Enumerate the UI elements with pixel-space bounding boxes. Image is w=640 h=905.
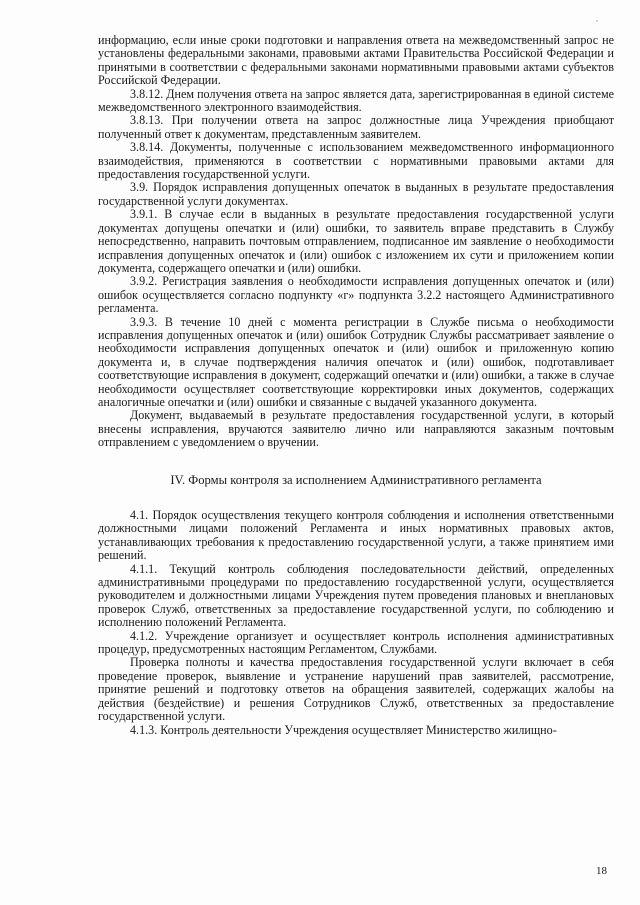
paragraph-3-8-12: 3.8.12. Днем получения ответа на запрос является дата, зарегистрированная в единой системе межведомственного электронного взаимодействия. (98, 86, 614, 115)
paragraph-3-8-14: 3.8.14. Документы, полученные с использованием межведомственного информационного взаимодействия, применяются в соответствии с нормативными правовыми актами для предоставления государственной услуги. (98, 140, 614, 182)
document-body (98, 34, 614, 737)
paragraph-3-9: 3.9. Порядок исправления допущенных опечаток в выданных в результате предоставления государственной услуги документах. (98, 180, 614, 208)
paragraph-4-1-2: 4.1.2. Учреждение организует и осуществляет контроль исполнения административных процедур, предусмотренных настоящим Регламентом, Службами. (98, 628, 614, 657)
paragraph-4-1: 4.1. Порядок осуществления текущего контроля соблюдения и исполнения ответственными должностными лицами положений Регламента и иных нормативных правовых актов, устанавливающих требования к предоставлению государственной услуги, а также принятием ими решений. (98, 508, 614, 563)
paragraph-4-1-1: 4.1.1. Текущий контроль соблюдения последовательности действий, определенных административными процедурами по предоставлению государственной услуги, осуществляется руководителем и должностными лицами Учреждения путем проведения плановых и внеплановых проверок Служб, ответственных за предоставление государственной услуги, по соблюдению и исполнению положений Регламента. (98, 561, 614, 630)
paragraph-document-corrections: Документ, выдаваемый в результате предоставления государственной услуги, в который внесены исправления, вручаются заявителю лично или направляются заказным почтовым отправлением с уведомлением о вручении. (98, 408, 614, 450)
paragraph-verification: Проверка полноты и качества предоставления государственной услуги включает в себя проведение проверок, выявление и устранение нарушений прав заявителей, рассмотрение, принятие решений и подготовку ответов на обращения заявителей, содержащих жалобы на действия (бездействие) и решения Сотрудников Служб, ответственных за предоставление государственной услуги. (98, 655, 614, 724)
section-heading: IV. Формы контроля за исполнением Административного регламента (170, 472, 542, 487)
scan-speck (596, 20, 598, 22)
paragraph-continuation: информацию, если иные сроки подготовки и направления ответа на межведомственный запрос не установлены федеральными законами, правовыми актами Правительства Российской Федерации и принятыми в соответствии с федеральными законами нормативными правовыми актами субъектов Российской Федерации. (98, 33, 614, 88)
paragraph-4-1-3: 4.1.3. Контроль деятельности Учреждения осуществляет Министерство жилищно- (130, 722, 557, 737)
paragraph-3-8-13: 3.8.13. При получении ответа на запрос должностные лица Учреждения приобщают полученный ответ к документам, представленным заявителем. (98, 113, 614, 141)
paragraph-3-9-3: 3.9.3. В течение 10 дней с момента регистрации в Службе письма о необходимости исправления допущенных опечаток и (или) ошибок Сотрудник Службы рассматривает заявление о необходимости исправления допущенных опечаток и (или) ошибок и приложенную копию документа и, в случае подтверждения наличия опечаток и (или) ошибок, подготавливает соответствующие исправления в документ, содержащий опечатки и (или) ошибки, а также в случае необходимости осуществляет соответствующие корректировки иных документов, содержащих аналогичные опечатки и (или) ошибки и связанные с выдачей указанного документа. (98, 314, 614, 409)
page-number: 18 (596, 865, 607, 877)
paragraph-3-9-1: 3.9.1. В случае если в выданных в результате предоставления государственной услуги документах допущены опечатки и (или) ошибки, то заявитель вправе представить в Службу непосредственно, направить почтовым отправлением, подписанное им заявление о необходимости исправления допущенных опечаток и (или) ошибок с изложением их сути и приложением копии документа, содержащего опечатки и (или) ошибки. (98, 207, 614, 275)
paragraph-3-9-2: 3.9.2. Регистрация заявления о необходимости исправления допущенных опечаток и (или) ошибок осуществляется согласно подпункту «г» подпункта 3.2.2 настоящего Административного регламента. (98, 274, 614, 316)
